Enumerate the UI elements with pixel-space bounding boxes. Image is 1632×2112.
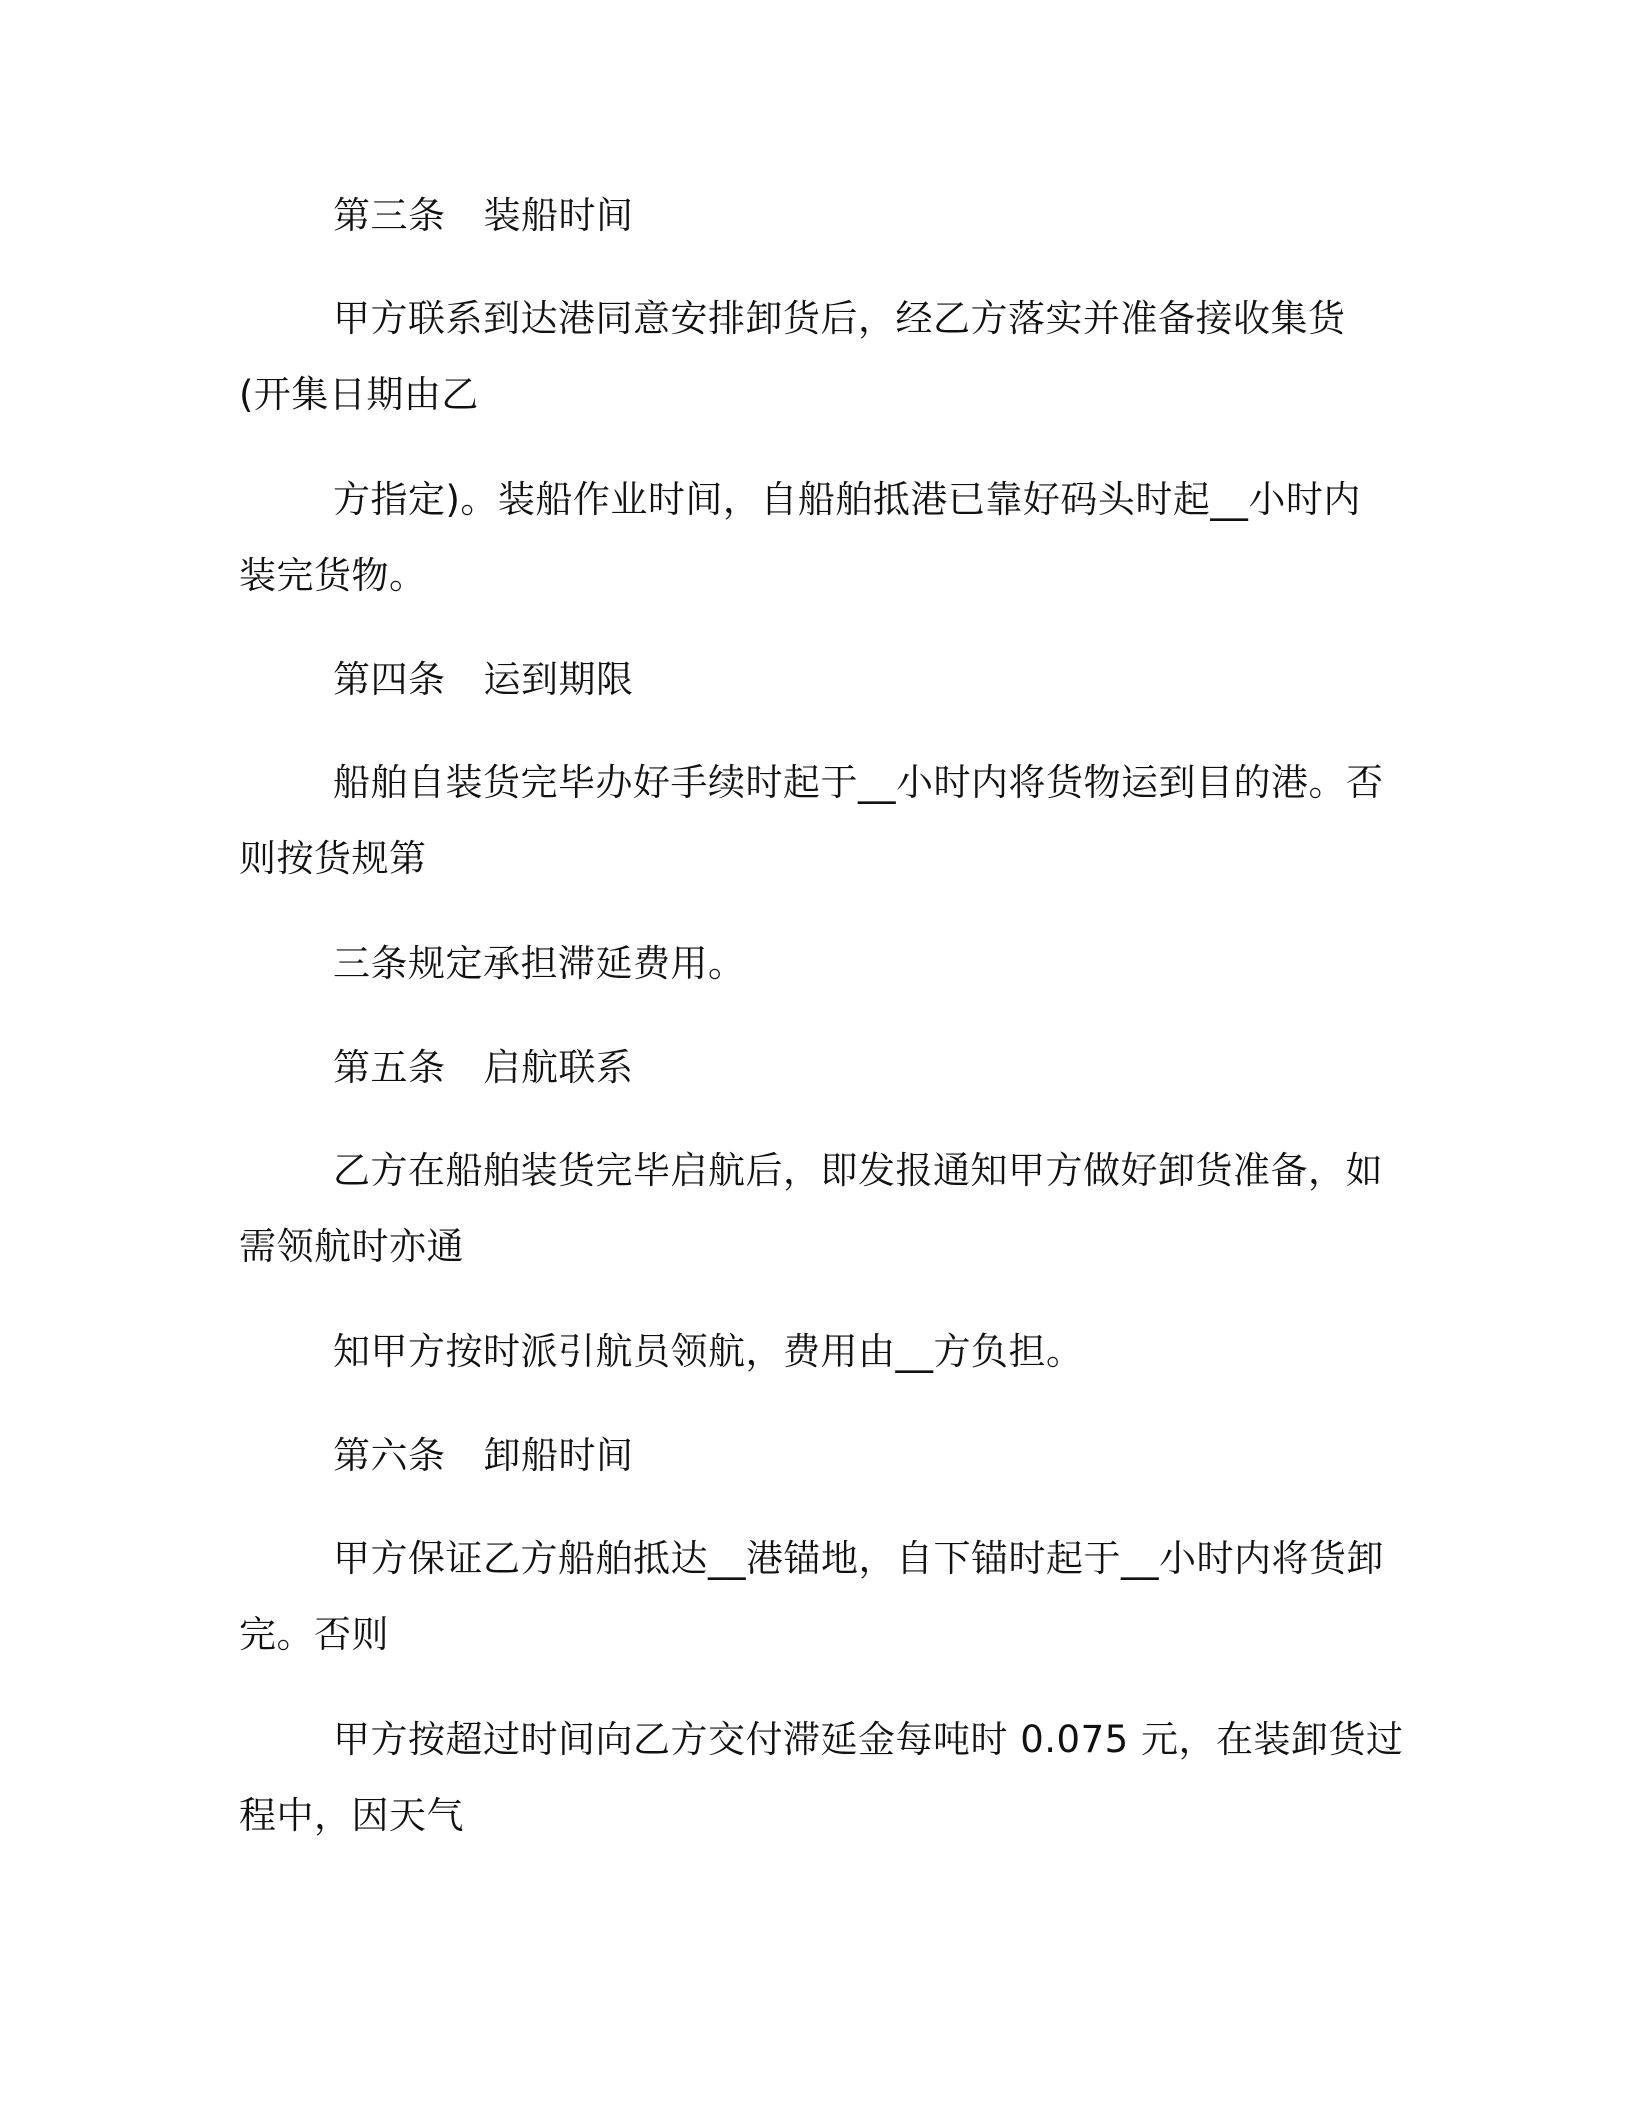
paragraph-line: 完。否则: [239, 1613, 389, 1656]
article-number: 第三条: [333, 194, 446, 237]
paragraph-line: 三条规定承担滞延费用。: [333, 942, 746, 985]
paragraph-line: 需领航时亦通: [239, 1225, 464, 1268]
paragraph-line: 船舶自装货完毕办好手续时起于__小时内将货物运到目的港。否: [333, 761, 1384, 804]
article-number: 第四条: [333, 658, 446, 701]
article-heading: [333, 1045, 634, 1091]
article-heading: [333, 657, 634, 703]
article-number: 第六条: [333, 1434, 446, 1477]
article-title: 启航联系: [483, 1046, 634, 1089]
article-number: 第五条: [333, 1046, 446, 1089]
paragraph-line: 方指定)。装船作业时间，自船舶抵港已靠好码头时起__小时内: [333, 478, 1361, 521]
paragraph-line: 乙方在船舶装货完毕启航后，即发报通知甲方做好卸货准备，如: [333, 1149, 1383, 1192]
article-title: 装船时间: [483, 194, 634, 237]
paragraph-line: 装完货物。: [239, 554, 427, 597]
paragraph-line: (开集日期由乙: [239, 373, 479, 416]
paragraph-line: 知甲方按时派引航员领航，费用由__方负担。: [333, 1330, 1084, 1373]
paragraph-line: 甲方按超过时间向乙方交付滞延金每吨时 0.075 元，在装卸货过: [333, 1718, 1404, 1761]
article-title: 卸船时间: [483, 1434, 634, 1477]
paragraph-line: 甲方保证乙方船舶抵达__港锚地，自下锚时起于__小时内将货卸: [333, 1537, 1384, 1580]
paragraph-line: 甲方联系到达港同意安排卸货后，经乙方落实并准备接收集货: [333, 297, 1346, 340]
paragraph-line: 则按货规第: [239, 837, 427, 880]
article-heading: [333, 193, 634, 239]
paragraph-line: 程中，因天气: [239, 1794, 464, 1837]
article-title: 运到期限: [483, 658, 634, 701]
article-heading: [333, 1433, 634, 1479]
